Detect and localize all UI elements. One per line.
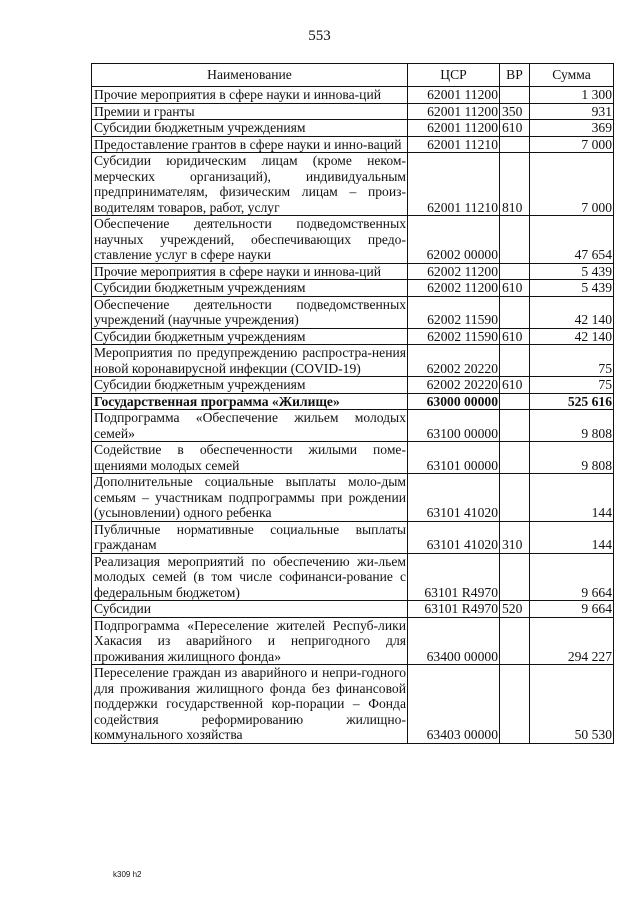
table-body xyxy=(92,87,614,744)
row-sum-cell: 50 530 xyxy=(530,665,614,744)
column-header-name: Наименование xyxy=(92,64,408,87)
row-sum-cell: 47 654 xyxy=(530,216,614,264)
row-csr-cell: 63400 00000 xyxy=(408,617,500,665)
table-row xyxy=(92,553,614,601)
row-sum-cell: 9 808 xyxy=(530,410,614,442)
table-row xyxy=(92,280,614,297)
row-name-cell: Премии и гранты xyxy=(92,103,408,120)
table-header-row xyxy=(92,64,614,87)
row-name-cell: Подпрограмма «Переселение жителей Респуб-лики Хакасия из аварийного и непригодного для проживания жилищного фонда» xyxy=(92,617,408,665)
table-row xyxy=(92,410,614,442)
row-csr-cell: 62001 11210 xyxy=(408,136,500,153)
row-csr-cell: 63101 R4970 xyxy=(408,553,500,601)
row-sum-cell: 1 300 xyxy=(530,87,614,104)
row-name-cell: Субсидии бюджетным учреждениям xyxy=(92,280,408,297)
table-row xyxy=(92,377,614,394)
row-csr-cell: 63101 41020 xyxy=(408,474,500,522)
table-row xyxy=(92,617,614,665)
row-vr-cell: 610 xyxy=(500,280,530,297)
row-sum-cell: 369 xyxy=(530,120,614,137)
row-name-cell: Обеспечение деятельности подведомственных научных учреждений, обеспечивающих предо-ставление услуг в сфере науки xyxy=(92,216,408,264)
row-name-cell: Прочие мероприятия в сфере науки и иннова-ций xyxy=(92,87,408,104)
row-sum-cell: 931 xyxy=(530,103,614,120)
row-name-cell: Дополнительные социальные выплаты моло-дым семьям – участникам подпрограммы при рождении (усыновлении) одного ребенка xyxy=(92,474,408,522)
row-csr-cell: 63101 41020 xyxy=(408,521,500,553)
table-row xyxy=(92,136,614,153)
row-vr-cell xyxy=(500,296,530,328)
row-csr-cell: 63101 R4970 xyxy=(408,601,500,618)
table-row xyxy=(92,521,614,553)
row-vr-cell xyxy=(500,87,530,104)
page-number: 553 xyxy=(308,28,331,44)
row-vr-cell xyxy=(500,442,530,474)
row-sum-cell: 7 000 xyxy=(530,136,614,153)
table-row xyxy=(92,442,614,474)
row-sum-cell: 9 664 xyxy=(530,553,614,601)
table-row xyxy=(92,328,614,345)
row-csr-cell: 62002 11590 xyxy=(408,296,500,328)
row-vr-cell: 610 xyxy=(500,328,530,345)
row-csr-cell: 63101 00000 xyxy=(408,442,500,474)
table-row xyxy=(92,296,614,328)
row-sum-cell: 42 140 xyxy=(530,296,614,328)
row-sum-cell: 5 439 xyxy=(530,280,614,297)
row-csr-cell: 62001 11200 xyxy=(408,120,500,137)
row-vr-cell: 610 xyxy=(500,377,530,394)
row-csr-cell: 62001 11200 xyxy=(408,87,500,104)
row-sum-cell: 294 227 xyxy=(530,617,614,665)
row-name-cell: Субсидии бюджетным учреждениям xyxy=(92,328,408,345)
row-csr-cell: 62002 20220 xyxy=(408,345,500,377)
row-sum-cell: 9 664 xyxy=(530,601,614,618)
row-csr-cell: 63100 00000 xyxy=(408,410,500,442)
row-name-cell: Обеспечение деятельности подведомственных учреждений (научные учреждения) xyxy=(92,296,408,328)
row-name-cell: Подпрограмма «Обеспечение жильем молодых семей» xyxy=(92,410,408,442)
row-vr-cell xyxy=(500,216,530,264)
row-name-cell: Субсидии бюджетным учреждениям xyxy=(92,120,408,137)
row-name-cell: Субсидии бюджетным учреждениям xyxy=(92,377,408,394)
row-csr-cell: 62002 11200 xyxy=(408,263,500,280)
row-csr-cell: 62001 11210 xyxy=(408,153,500,216)
row-name-cell: Содействие в обеспеченности жилыми поме-щениями молодых семей xyxy=(92,442,408,474)
row-sum-cell: 5 439 xyxy=(530,263,614,280)
row-sum-cell: 144 xyxy=(530,474,614,522)
row-vr-cell: 350 xyxy=(500,103,530,120)
row-name-cell: Субсидии юридическим лицам (кроме неком-мерческих организаций), индивидуальным предпринимателям, физическим лицам – произ-водителям товаров, работ, услуг xyxy=(92,153,408,216)
table-row xyxy=(92,263,614,280)
row-sum-cell: 42 140 xyxy=(530,328,614,345)
table-row xyxy=(92,393,614,410)
row-vr-cell xyxy=(500,136,530,153)
column-header-csr: ЦСР xyxy=(408,64,500,87)
row-vr-cell: 610 xyxy=(500,120,530,137)
table-row xyxy=(92,474,614,522)
table-row xyxy=(92,103,614,120)
row-name-cell: Предоставление грантов в сфере науки и инно-ваций xyxy=(92,136,408,153)
row-vr-cell xyxy=(500,393,530,410)
row-vr-cell xyxy=(500,410,530,442)
column-header-vr: ВР xyxy=(500,64,530,87)
row-csr-cell: 62002 11590 xyxy=(408,328,500,345)
row-name-cell: Государственная программа «Жилище» xyxy=(92,393,408,410)
row-csr-cell: 62002 11200 xyxy=(408,280,500,297)
row-vr-cell: 310 xyxy=(500,521,530,553)
table-row xyxy=(92,216,614,264)
row-csr-cell: 63000 00000 xyxy=(408,393,500,410)
row-sum-cell: 9 808 xyxy=(530,442,614,474)
row-vr-cell xyxy=(500,345,530,377)
row-csr-cell: 62002 00000 xyxy=(408,216,500,264)
row-name-cell: Субсидии xyxy=(92,601,408,618)
table-row xyxy=(92,345,614,377)
table-row xyxy=(92,153,614,216)
row-name-cell: Переселение граждан из аварийного и непри-годного для проживания жилищного фонда без финансовой поддержки государственной кор-порации – Фонда содействия реформированию жилищно-коммунального хозяйства xyxy=(92,665,408,744)
row-sum-cell: 144 xyxy=(530,521,614,553)
row-sum-cell: 7 000 xyxy=(530,153,614,216)
column-header-sum: Сумма xyxy=(530,64,614,87)
row-vr-cell xyxy=(500,474,530,522)
row-sum-cell: 75 xyxy=(530,345,614,377)
row-name-cell: Публичные нормативные социальные выплаты гражданам xyxy=(92,521,408,553)
row-vr-cell xyxy=(500,263,530,280)
row-vr-cell xyxy=(500,617,530,665)
row-vr-cell: 810 xyxy=(500,153,530,216)
row-vr-cell: 520 xyxy=(500,601,530,618)
table-row xyxy=(92,601,614,618)
row-name-cell: Прочие мероприятия в сфере науки и иннова-ций xyxy=(92,263,408,280)
row-sum-cell: 75 xyxy=(530,377,614,394)
budget-table xyxy=(91,63,614,744)
table-row xyxy=(92,665,614,744)
row-vr-cell xyxy=(500,553,530,601)
row-name-cell: Реализация мероприятий по обеспечению жи-льем молодых семей (в том числе софинанси-рование с федеральным бюджетом) xyxy=(92,553,408,601)
row-csr-cell: 62001 11200 xyxy=(408,103,500,120)
row-sum-cell: 525 616 xyxy=(530,393,614,410)
table-row xyxy=(92,87,614,104)
row-name-cell: Мероприятия по предупреждению распростра-нения новой коронавирусной инфекции (COVID-19) xyxy=(92,345,408,377)
table-row xyxy=(92,120,614,137)
row-vr-cell xyxy=(500,665,530,744)
row-csr-cell: 62002 20220 xyxy=(408,377,500,394)
footer-code: k309 h2 xyxy=(113,870,142,879)
row-csr-cell: 63403 00000 xyxy=(408,665,500,744)
